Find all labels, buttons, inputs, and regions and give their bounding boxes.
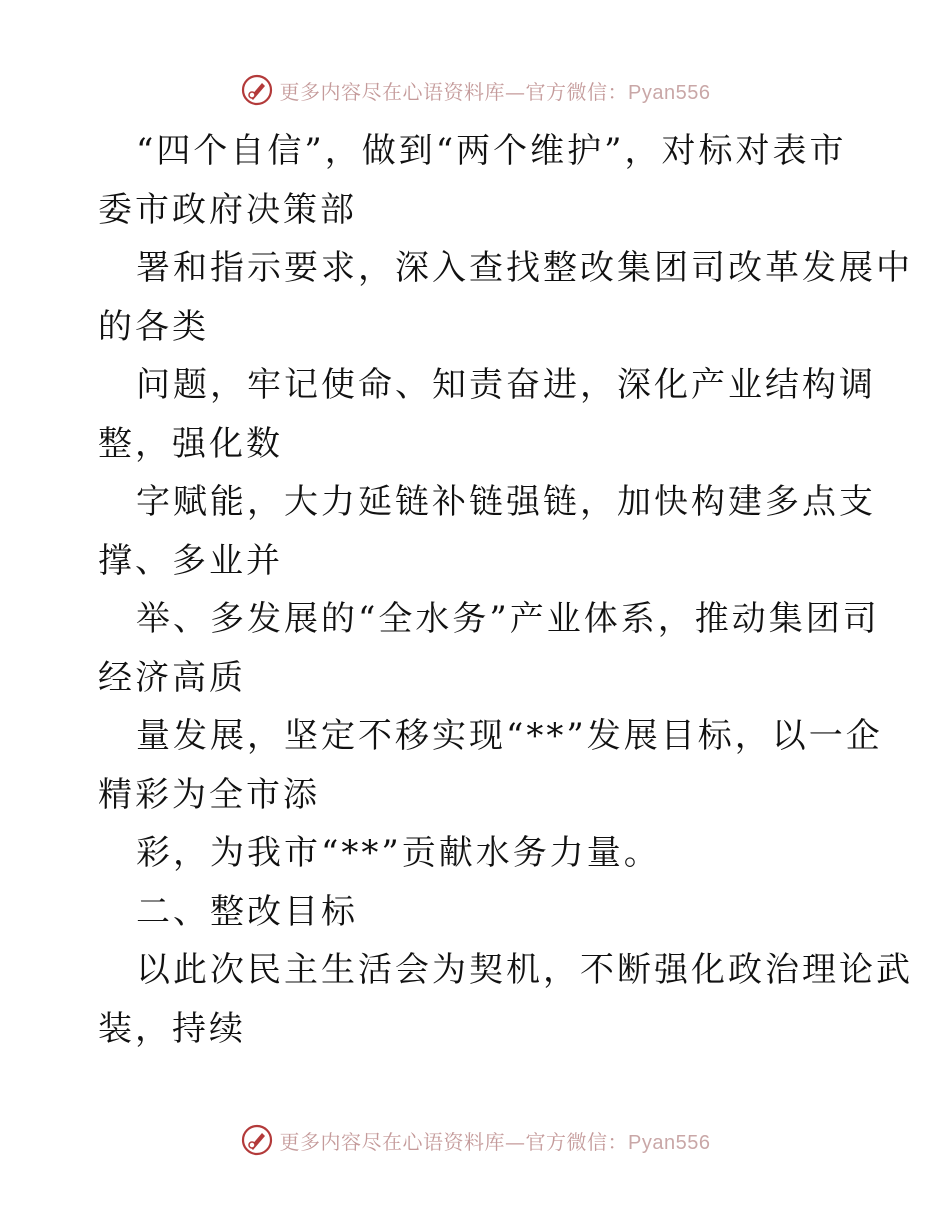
- text-line: 装，持续: [98, 1008, 246, 1049]
- text-line: 整，强化数: [98, 423, 283, 464]
- text-line: 问题，牢记使命、知责奋进，深化产业结构调: [136, 365, 876, 405]
- watermark-text: 更多内容尽在心语资料库—官方微信：Pyan556: [279, 1129, 711, 1154]
- header-watermark: [0, 70, 950, 110]
- text-line: 署和指示要求，深入查找整改集团司改革发展中: [136, 248, 913, 288]
- footer-watermark: [0, 1120, 950, 1160]
- text-line: 的各类: [98, 306, 209, 347]
- text-line: 以此次民主生活会为契机，不断强化政治理论武: [136, 950, 913, 990]
- text-line: 二、整改目标: [136, 891, 358, 932]
- text-line: 委市政府决策部: [98, 189, 357, 230]
- pen-nib-seal-icon: [240, 73, 274, 107]
- text-line: 经济高质: [98, 657, 246, 698]
- text-line: “四个自信”，做到“两个维护”，对标对表市: [136, 131, 847, 171]
- document-body: [98, 122, 913, 1058]
- text-line: 举、多发展的“全水务”产业体系，推动集团司: [136, 599, 880, 639]
- text-line: 字赋能，大力延链补链强链，加快构建多点支: [136, 482, 876, 522]
- watermark-text: 更多内容尽在心语资料库—官方微信：Pyan556: [279, 79, 711, 104]
- text-line: 彩，为我市“**”贡献水务力量。: [136, 833, 661, 873]
- pen-nib-seal-icon: [240, 1123, 274, 1157]
- text-line: 撑、多业并: [98, 540, 283, 581]
- text-line: 量发展，坚定不移实现“**”发展目标，以一企: [136, 716, 883, 756]
- text-line: 精彩为全市添: [98, 774, 320, 815]
